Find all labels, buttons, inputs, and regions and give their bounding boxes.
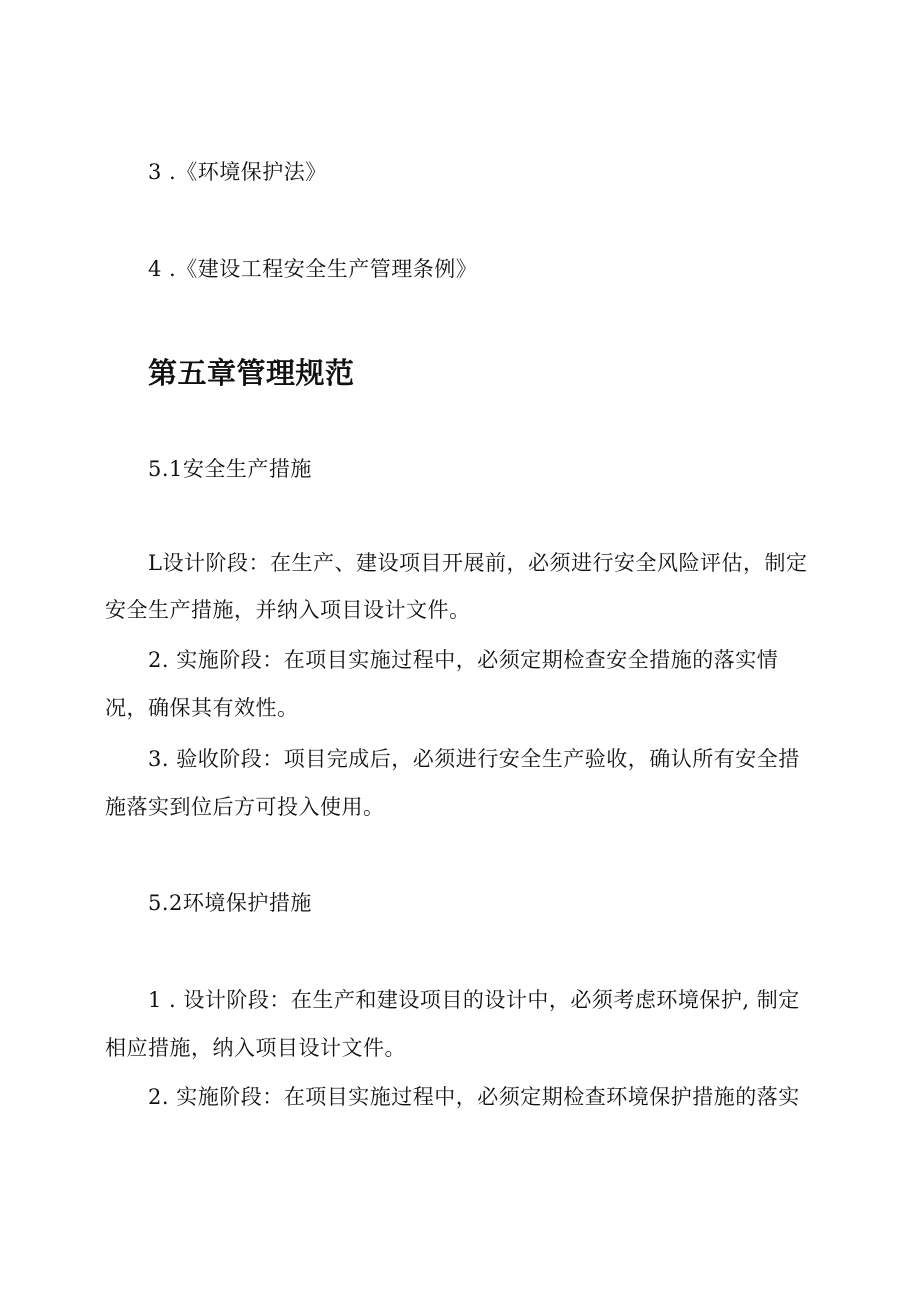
chapter-title: 第五章管理规范 xyxy=(148,356,355,390)
paragraph-5-1-1-line-2: 安全生产措施，并纳入项目设计文件。 xyxy=(105,598,471,622)
reference-item-3: 3 .《环境保护法》 xyxy=(148,160,327,184)
paragraph-5-1-2-line-2: 况，确保其有效性。 xyxy=(105,696,299,720)
paragraph-5-1-1-line-1: L设计阶段：在生产、建设项目开展前，必须进行安全风险评估，制定 xyxy=(148,551,808,575)
reference-item-4: 4 .《建设工程安全生产管理条例》 xyxy=(148,257,478,281)
paragraph-5-1-2-line-1: 2. 实施阶段：在项目实施过程中，必须定期检查安全措施的落实情 xyxy=(148,648,779,672)
paragraph-5-2-2-line-1: 2. 实施阶段：在项目实施过程中，必须定期检查环境保护措施的落实 xyxy=(148,1085,800,1109)
section-heading-5-1: 5.1安全生产措施 xyxy=(148,457,312,481)
paragraph-5-2-1-line-2: 相应措施，纳入项目设计文件。 xyxy=(105,1036,406,1060)
paragraph-5-1-3-line-2: 施落实到位后方可投入使用。 xyxy=(105,795,385,819)
paragraph-5-1-3-line-1: 3. 验收阶段：项目完成后，必须进行安全生产验收，确认所有安全措 xyxy=(148,747,800,771)
section-heading-5-2: 5.2环境保护措施 xyxy=(148,891,312,915)
paragraph-5-2-1-line-1: 1 . 设计阶段：在生产和建设项目的设计中，必须考虑环境保护, 制定 xyxy=(148,988,800,1012)
